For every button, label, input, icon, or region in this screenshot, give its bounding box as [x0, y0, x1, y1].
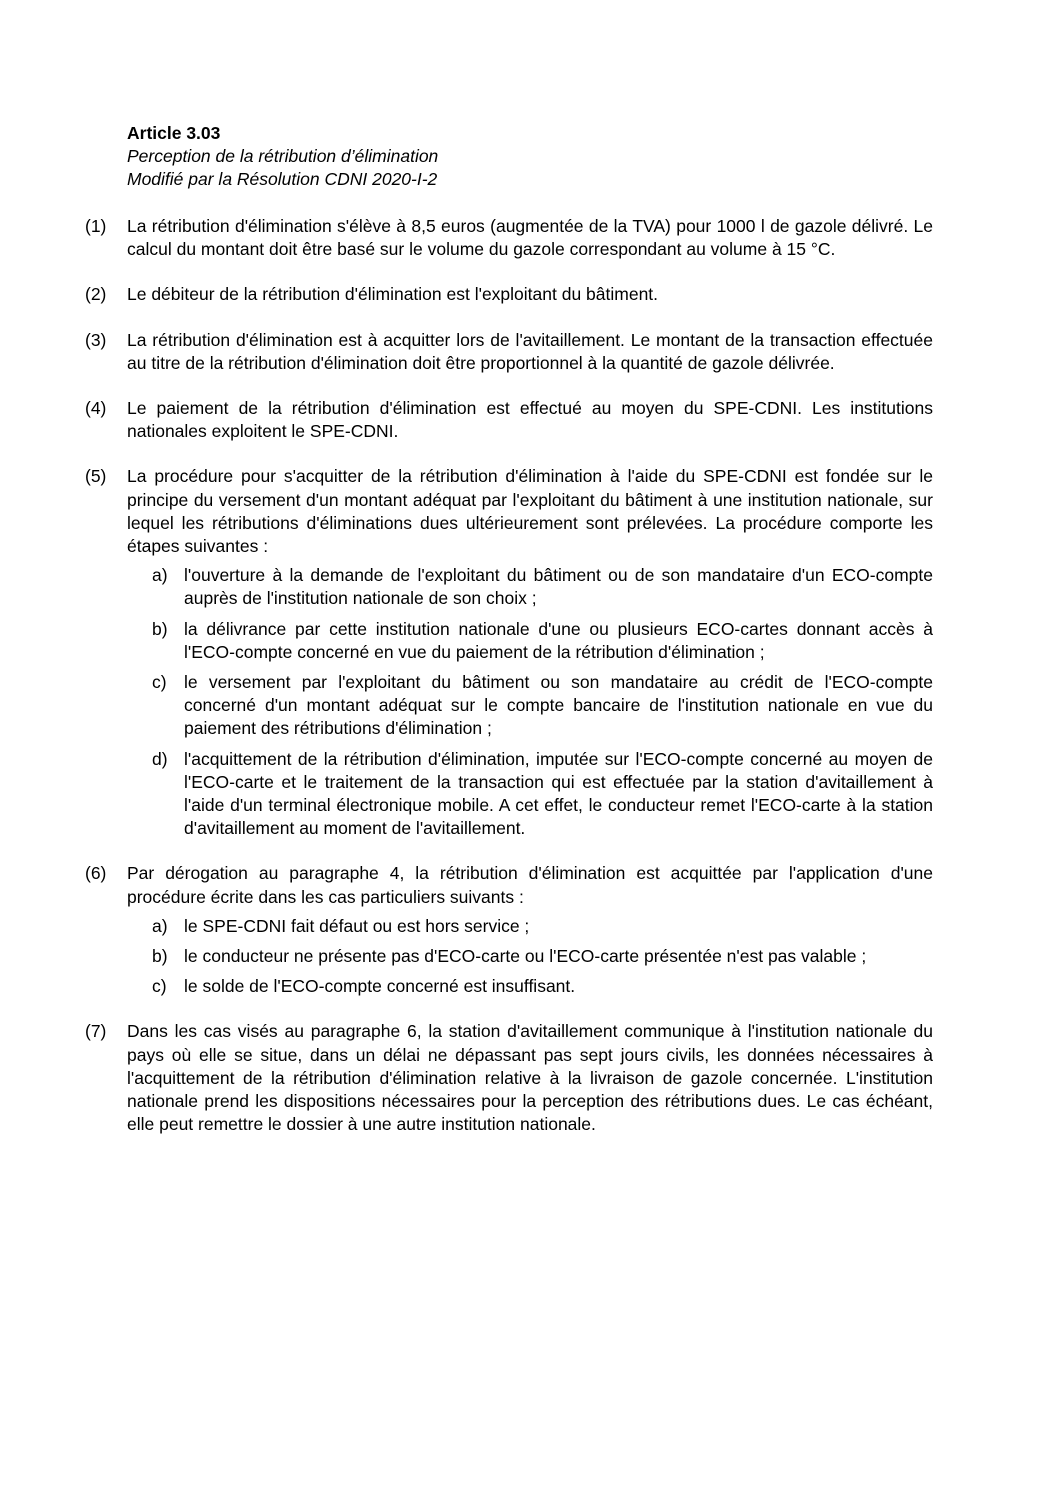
list-item-letter: a)	[152, 915, 168, 936]
list-item	[152, 748, 933, 841]
list-item-letter: b)	[152, 946, 168, 967]
list-item-text: le SPE-CDNI fait défaut ou est hors service ;	[184, 915, 530, 936]
paragraph-text: La rétribution d'élimination est à acquitter lors de l'avitaillement. Le montant de la transaction effectuée au titre de la rétribution d'élimination doit être proportionnel à la quantité de gazole délivrée.	[127, 329, 933, 373]
list-item-letter: d)	[152, 748, 168, 769]
list-item	[152, 671, 933, 741]
paragraph-number: (6)	[85, 863, 107, 884]
list-item-text: la délivrance par cette institution nationale d'une ou plusieurs ECO-cartes donnant accès à l'ECO-compte concerné en vue du paiement de la rétribution d'élimination ;	[184, 618, 933, 662]
list-item-letter: a)	[152, 565, 168, 586]
paragraph-text: Le débiteur de la rétribution d'élimination est l'exploitant du bâtiment.	[127, 284, 659, 305]
list-item	[152, 564, 933, 610]
list-item-letter: b)	[152, 618, 168, 639]
step-list	[127, 564, 933, 840]
list-item	[152, 618, 933, 664]
paragraph-2	[85, 283, 933, 306]
list-item	[152, 945, 933, 968]
list-item-text: l'acquittement de la rétribution d'élimination, imputée sur l'ECO-compte concerné au moyen de l'ECO-carte et le traitement de la transaction qui est effectuée par la station d'avitaillement à l'aide d'un terminal électronique mobile. A cet effet, le conducteur remet l'ECO-carte à la station d'avitaillement au moment de l'avitaillement.	[184, 748, 933, 839]
paragraph-number: (1)	[85, 216, 107, 236]
paragraph-number: (3)	[85, 329, 107, 350]
case-list	[127, 915, 933, 999]
paragraph-text: La rétribution d'élimination s'élève à 8,5 euros (augmentée de la TVA) pour 1000 l de gazole délivré. Le calcul du montant doit être basé sur le volume du gazole correspondant au volume à 15 °C.	[127, 216, 933, 260]
paragraph-text: La procédure pour s'acquitter de la rétribution d'élimination à l'aide du SPE-CDNI est fondée sur le principe du versement d'un montant adéquat par l'exploitant du bâtiment à une institution nationale, sur lequel les rétributions d'éliminations dues ultérieurement sont prélevées. La procédure comporte les étapes suivantes :	[127, 466, 933, 557]
paragraph-text: Dans les cas visés au paragraphe 6, la station d'avitaillement communique à l'institution nationale du pays où elle se situe, dans un délai ne dépassant pas sept jours civils, les données nécessaires à l'acquittement de la rétribution d'élimination relative à la livraison de gazole concernée. L'institution nationale prend les dispositions nécessaires pour la perception des rétributions dues. Le cas échéant, elle peut remettre le dossier à une autre institution nationale.	[127, 1021, 933, 1135]
list-item-text: le conducteur ne présente pas d'ECO-carte ou l'ECO-carte présentée n'est pas valable ;	[184, 946, 867, 967]
article-subtitle: Perception de la rétribution d’élimination	[127, 146, 439, 166]
list-item-text: le solde de l'ECO-compte concerné est insuffisant.	[184, 976, 576, 997]
paragraph-6	[85, 862, 933, 998]
list-item	[152, 975, 933, 998]
list-item-letter: c)	[152, 976, 167, 997]
paragraph-1	[85, 215, 933, 261]
paragraph-text: Le paiement de la rétribution d'élimination est effectué au moyen du SPE-CDNI. Les institutions nationales exploitent le SPE-CDNI.	[127, 398, 933, 442]
paragraph-number: (2)	[85, 284, 107, 305]
article-modification-note: Modifié par la Résolution CDNI 2020-I-2	[127, 169, 438, 189]
paragraph-5	[85, 465, 933, 840]
paragraph-3	[85, 329, 933, 375]
list-item-text: l'ouverture à la demande de l'exploitant du bâtiment ou de son mandataire d'un ECO-compte auprès de l'institution nationale de son choix ;	[184, 565, 933, 609]
paragraph-number: (4)	[85, 398, 107, 419]
paragraph-number: (7)	[85, 1021, 107, 1042]
list-item-letter: c)	[152, 672, 167, 693]
paragraph-4	[85, 397, 933, 443]
list-item	[152, 915, 933, 938]
article-title: Article 3.03	[127, 123, 221, 143]
article-heading	[127, 122, 438, 191]
paragraph-text: Par dérogation au paragraphe 4, la rétribution d'élimination est acquittée par l'application d'une procédure écrite dans les cas particuliers suivants :	[127, 863, 933, 907]
list-item-text: le versement par l'exploitant du bâtiment ou son mandataire au crédit de l'ECO-compte concerné d'un montant adéquat sur le compte bancaire de l'institution nationale en vue du paiement des rétributions d'élimination ;	[184, 672, 933, 739]
paragraph-number: (5)	[85, 466, 107, 487]
article-body	[85, 215, 933, 1159]
paragraph-7	[85, 1020, 933, 1136]
